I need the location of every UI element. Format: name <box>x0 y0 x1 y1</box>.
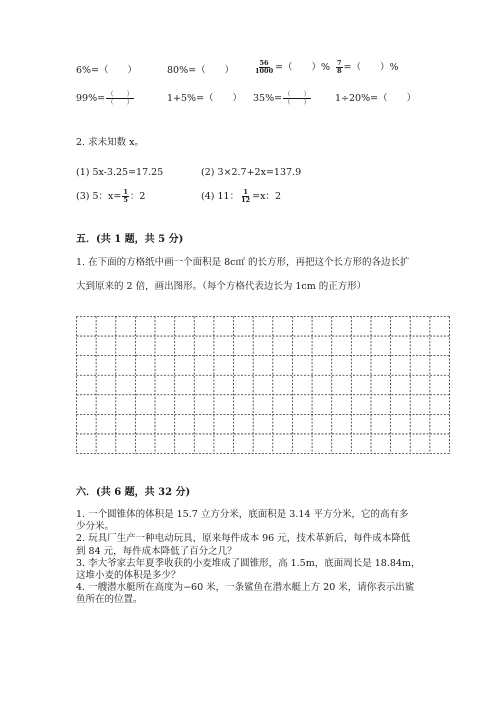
equation-1: (1) 5x-3.25=17.25 <box>76 167 164 178</box>
section-6-questions <box>76 509 420 607</box>
fraction <box>106 91 134 106</box>
conversion-item-7-left: 35%= <box>253 93 283 104</box>
conversion-item-4 <box>335 60 399 75</box>
conversion-item-6: 1+5%=（ ） <box>167 93 243 104</box>
conversion-item-4-rest: =（ ）% <box>343 62 399 73</box>
conversion-item-7 <box>253 91 312 106</box>
conversion-item-8: 1÷20%=（ ） <box>335 93 417 104</box>
equation-3-left: (3) 5：x= <box>76 191 122 202</box>
question-line: 2. 玩具厂生产一种电动玩具，原来每件成本 96 元，技术革新后，每件成本降低 <box>76 533 411 545</box>
fraction <box>336 60 343 75</box>
fraction-numerator: （ ） <box>284 90 311 98</box>
fraction-denominator: 12 <box>241 196 251 204</box>
fraction-denominator: 1000 <box>255 67 274 75</box>
question-line: 1. 一个圆锥体的体积是 15.7 立方分米，底面积是 3.14 平方分米，它的高有多 <box>76 509 409 520</box>
grid-svg <box>76 316 450 454</box>
fraction-denominator: （ ） <box>284 98 311 106</box>
fraction-numerator: 1 <box>123 188 128 196</box>
conversion-item-2: 80%=（ ） <box>167 65 235 76</box>
question-line: 大到原来的 2 倍，画出图形。（每个方格代表边长为 1cm 的正方形） <box>76 280 367 292</box>
question-2-title: 2. 求未知数 x。 <box>76 137 144 148</box>
square-grid-paper[interactable] <box>76 316 450 454</box>
fraction <box>283 91 311 106</box>
conversion-item-3 <box>253 60 330 75</box>
question-line: 4. 一艘潜水艇所在高度为−60 米，一条鲨鱼在潜水艇上方 20 米，请你表示出鲨 <box>76 582 415 594</box>
fraction <box>240 189 251 204</box>
fraction-numerator: 7 <box>337 59 342 67</box>
fraction-denominator: 8 <box>337 67 342 75</box>
conversion-item-3-rest: =（ ）% <box>275 62 331 73</box>
conversion-item-5 <box>76 91 135 106</box>
fraction <box>254 60 274 75</box>
fraction-denominator: （ ） <box>107 98 134 106</box>
question-line: 少分米。 <box>76 521 115 533</box>
fraction <box>122 189 129 204</box>
equation-4-left: (4) 11： <box>201 191 240 202</box>
equation-2: (2) 3×2.7+2x=137.9 <box>201 167 302 178</box>
fraction-numerator: 1 <box>243 188 248 196</box>
equation-3-right: ：2 <box>129 191 146 202</box>
section-5-heading: 五．(共 1 题，共 5 分) <box>76 234 184 245</box>
fraction-denominator: 5 <box>123 196 128 204</box>
question-line: 1. 在下面的方格纸中画一个面积是 8c㎡ 的长方形，再把这个长方形的各边长扩 <box>76 257 410 268</box>
question-line: 3. 李大爷家去年夏季收获的小麦堆成了圆锥形，高 1.5m，底面周长是 18.84m， <box>76 557 421 569</box>
section-5-question <box>76 257 410 293</box>
section-6-heading: 六．(共 6 题，共 32 分) <box>76 487 191 498</box>
equation-3 <box>76 189 145 204</box>
conversion-item-1: 6%=（ ） <box>76 65 138 76</box>
question-line: 到 84 元，每件成本降低了百分之几？ <box>76 545 237 557</box>
question-line: 鱼所在的位置。 <box>76 594 143 606</box>
equation-4 <box>201 189 281 204</box>
fraction-numerator: （ ） <box>107 90 134 98</box>
equation-4-right: =x：2 <box>252 191 281 202</box>
conversion-item-5-left: 99%= <box>76 93 106 104</box>
question-line: 这堆小麦的体积是多少？ <box>76 570 181 582</box>
fraction-numerator: 56 <box>259 59 269 67</box>
